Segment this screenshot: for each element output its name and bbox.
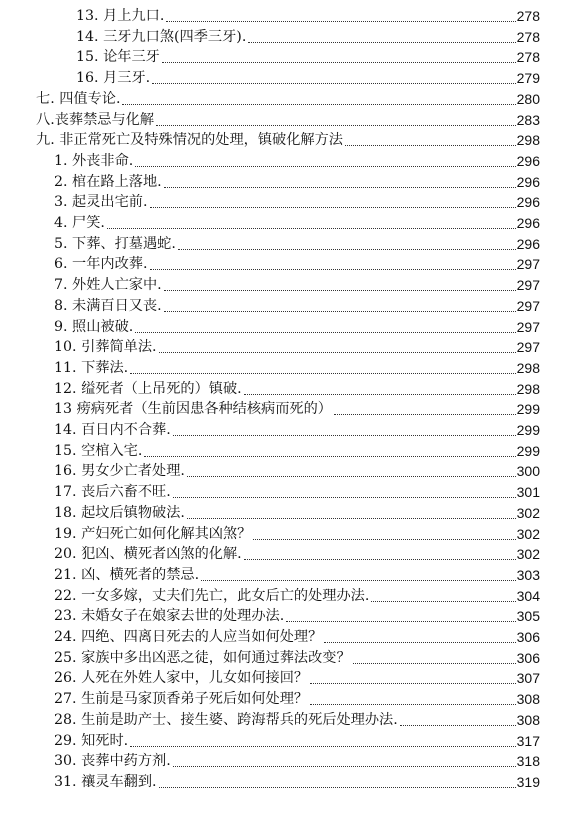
toc-entry-title: 17. 丧后六畜不旺. [54,484,171,501]
toc-entry[interactable] [54,710,540,730]
toc-entry[interactable] [36,130,540,150]
toc-entry[interactable] [36,110,540,130]
dot-leader [310,690,516,705]
toc-entry[interactable] [54,668,540,688]
toc-entry-page: 302 [516,546,540,563]
dot-leader [248,28,515,43]
toc-entry-title: 13 痨病死者（生前因患各种结核病而死的） [54,401,332,418]
dot-leader [164,276,516,291]
toc-entry-page: 297 [516,297,540,314]
toc-entry[interactable] [54,482,540,502]
toc-entry-page: 283 [516,111,540,128]
toc-entry-title: 9. 照山被破. [54,318,134,335]
toc-entry[interactable] [76,6,540,26]
toc-entry-page: 307 [516,670,540,687]
dot-leader [324,628,515,643]
dot-leader [164,297,516,312]
toc-entry-title: 27. 生前是马家顶香弟子死后如何处理？ [54,691,309,708]
toc-entry[interactable] [54,606,540,626]
dot-leader [166,7,515,22]
dot-leader [135,318,515,333]
toc-entry-title: 九. 非正常死亡及特殊情况的处理，镇破化解方法 [36,132,343,149]
toc-entry-title: 18. 起坟后镇物破法. [54,504,185,521]
toc-entry-page: 299 [516,422,540,438]
toc-entry-page: 308 [516,711,540,728]
toc-entry[interactable] [54,275,540,295]
toc-entry[interactable] [54,565,540,585]
toc-entry-title: 七. 四值专论. [36,90,121,107]
dot-leader [187,504,516,519]
dot-leader [156,111,516,126]
toc-entry-title: 24. 四绝、四离日死去的人应当如何处理？ [54,629,323,645]
toc-entry-page: 306 [516,649,540,666]
toc-entry-page: 279 [516,70,540,87]
toc-entry[interactable] [54,627,540,647]
toc-entry-title: 11. 下葬法. [54,359,129,376]
toc-entry-title: 2. 棺在路上落地. [54,173,162,190]
toc-entry-page: 298 [516,132,540,149]
toc-entry-page: 278 [516,8,540,24]
toc-entry[interactable] [54,254,540,274]
toc-entry[interactable] [54,213,540,233]
toc-entry-title: 16. 月三牙. [76,70,151,87]
dot-leader [173,421,516,436]
toc-entry-title: 19. 产妇死亡如何化解其凶煞？ [54,525,252,542]
toc-entry[interactable] [54,772,540,792]
toc-entry[interactable] [54,192,540,212]
toc-entry[interactable] [54,358,540,378]
toc-entry-page: 299 [516,442,540,459]
toc-entry[interactable] [54,751,540,771]
dot-leader [244,545,516,560]
toc-entry-title: 26. 人死在外姓人家中，儿女如何接回？ [54,670,309,687]
toc-entry-page: 298 [516,359,540,376]
toc-entry-title: 8. 未满百日又丧. [54,297,162,314]
toc-entry-page: 278 [516,28,540,45]
toc-entry-page: 296 [516,152,540,169]
toc-entry-title: 31. 禳灵车翻到. [54,773,157,790]
dot-leader [162,48,516,63]
toc-entry-title: 7. 外姓人亡家中. [54,277,162,294]
dot-leader [345,131,516,146]
toc-entry-title: 5. 下葬、打墓遇蛇. [54,235,176,252]
toc-entry-title: 30. 丧葬中药方剂. [54,753,171,770]
dot-leader [159,773,516,788]
toc-entry-page: 299 [516,401,540,418]
toc-entry[interactable] [54,544,540,564]
toc-entry-page: 296 [516,194,540,211]
toc-entry[interactable] [54,731,540,751]
dot-leader [150,193,516,208]
toc-entry[interactable] [54,441,540,461]
toc-entry-title: 14. 百日内不合葬. [54,422,171,438]
toc-entry-title: 13. 月上九口. [76,8,165,24]
toc-entry-page: 300 [516,463,540,480]
toc-entry[interactable] [54,317,540,337]
toc-entry-title: 八.丧葬禁忌与化解 [36,111,155,128]
dot-leader [201,566,516,581]
dot-leader [400,711,516,726]
toc-entry-title: 20. 犯凶、横死者凶煞的化解. [54,546,242,563]
toc-entry-page: 298 [516,380,540,397]
toc-entry[interactable] [54,648,540,668]
dot-leader [173,483,516,498]
toc-entry-page: 296 [516,235,540,252]
toc-entry-title: 23. 未婚女子在娘家去世的处理办法. [54,608,285,625]
toc-entry-page: 303 [516,566,540,583]
toc-entry[interactable] [54,689,540,709]
toc-entry-title: 14. 三牙九口煞(四季三牙). [76,28,247,45]
toc-entry-page: 297 [516,339,540,356]
toc-entry-title: 16. 男女少亡者处理. [54,463,185,480]
toc-entry-title: 28. 生前是助产士、接生婆、跨海帮兵的死后处理办法. [54,711,398,728]
dot-leader [371,587,515,602]
dot-leader [173,752,516,767]
toc-entry-page: 296 [516,173,540,190]
dot-leader [286,607,515,622]
toc-entry[interactable] [36,89,540,109]
toc-entry[interactable] [54,461,540,481]
dot-leader [130,359,515,374]
dot-leader [187,462,516,477]
dot-leader [150,255,516,270]
toc-entry-title: 1. 外丧非命. [54,152,134,169]
toc-entry-title: 29. 知死时. [54,732,129,749]
toc-entry-title: 15. 论年三牙 [76,49,160,66]
toc-entry[interactable] [54,524,540,544]
toc-entry-page: 308 [516,691,540,708]
toc-entry-page: 319 [516,773,540,790]
dot-leader [152,69,515,84]
dot-leader [310,669,516,684]
toc-entry-page: 317 [516,732,540,749]
toc-entry-page: 278 [516,49,540,66]
toc-entry-page: 297 [516,256,540,273]
toc-entry-title: 4. 尸笑. [54,215,105,231]
toc-entry-title: 15. 空棺入宅. [54,442,143,459]
toc-entry-title: 10. 引葬简单法. [54,339,157,356]
toc-entry[interactable] [54,172,540,192]
toc-entry-page: 296 [516,215,540,231]
dot-leader [122,90,515,105]
toc-entry[interactable] [54,379,540,399]
dot-leader [178,235,516,250]
dot-leader [244,380,516,395]
toc-entry[interactable] [76,47,540,67]
dot-leader [353,649,516,664]
toc-entry[interactable] [54,234,540,254]
dot-leader [334,400,516,415]
dot-leader [159,338,516,353]
toc-entry[interactable] [76,27,540,47]
dot-leader [253,525,515,540]
toc-entry[interactable] [54,503,540,523]
toc-entry-title: 3. 起灵出宅前. [54,194,148,211]
toc-entry-title: 21. 凶、横死者的禁忌. [54,566,200,583]
toc-entry-page: 280 [516,90,540,107]
toc-entry-page: 302 [516,504,540,521]
dot-leader [130,732,515,747]
dot-leader [144,442,515,457]
toc-entry-page: 297 [516,318,540,335]
toc-entry-page: 304 [516,587,540,604]
toc-entry[interactable] [54,420,540,440]
toc-entry-page: 318 [516,753,540,770]
toc-entry[interactable] [76,68,540,88]
toc-entry-title: 25. 家族中多出凶恶之徒，如何通过葬法改变？ [54,649,351,666]
toc-entry-page: 306 [516,629,540,645]
toc-entry-title: 12. 缢死者（上吊死的）镇破. [54,380,242,397]
toc-entry[interactable] [54,296,540,316]
toc-entry-title: 22. 一女多嫁，丈夫们先亡，此女后亡的处理办法. [54,587,370,604]
dot-leader [107,214,516,229]
toc-entry[interactable] [54,337,540,357]
toc-entry[interactable] [54,586,540,606]
toc-entry-page: 301 [516,484,540,501]
toc-entry-title: 6. 一年内改葬. [54,256,148,273]
dot-leader [135,152,515,167]
toc-entry-page: 297 [516,277,540,294]
toc-entry-page: 305 [516,608,540,625]
dot-leader [164,173,516,188]
toc-entry[interactable] [54,151,540,171]
toc-entry-page: 302 [516,525,540,542]
toc-entry[interactable] [54,399,540,419]
